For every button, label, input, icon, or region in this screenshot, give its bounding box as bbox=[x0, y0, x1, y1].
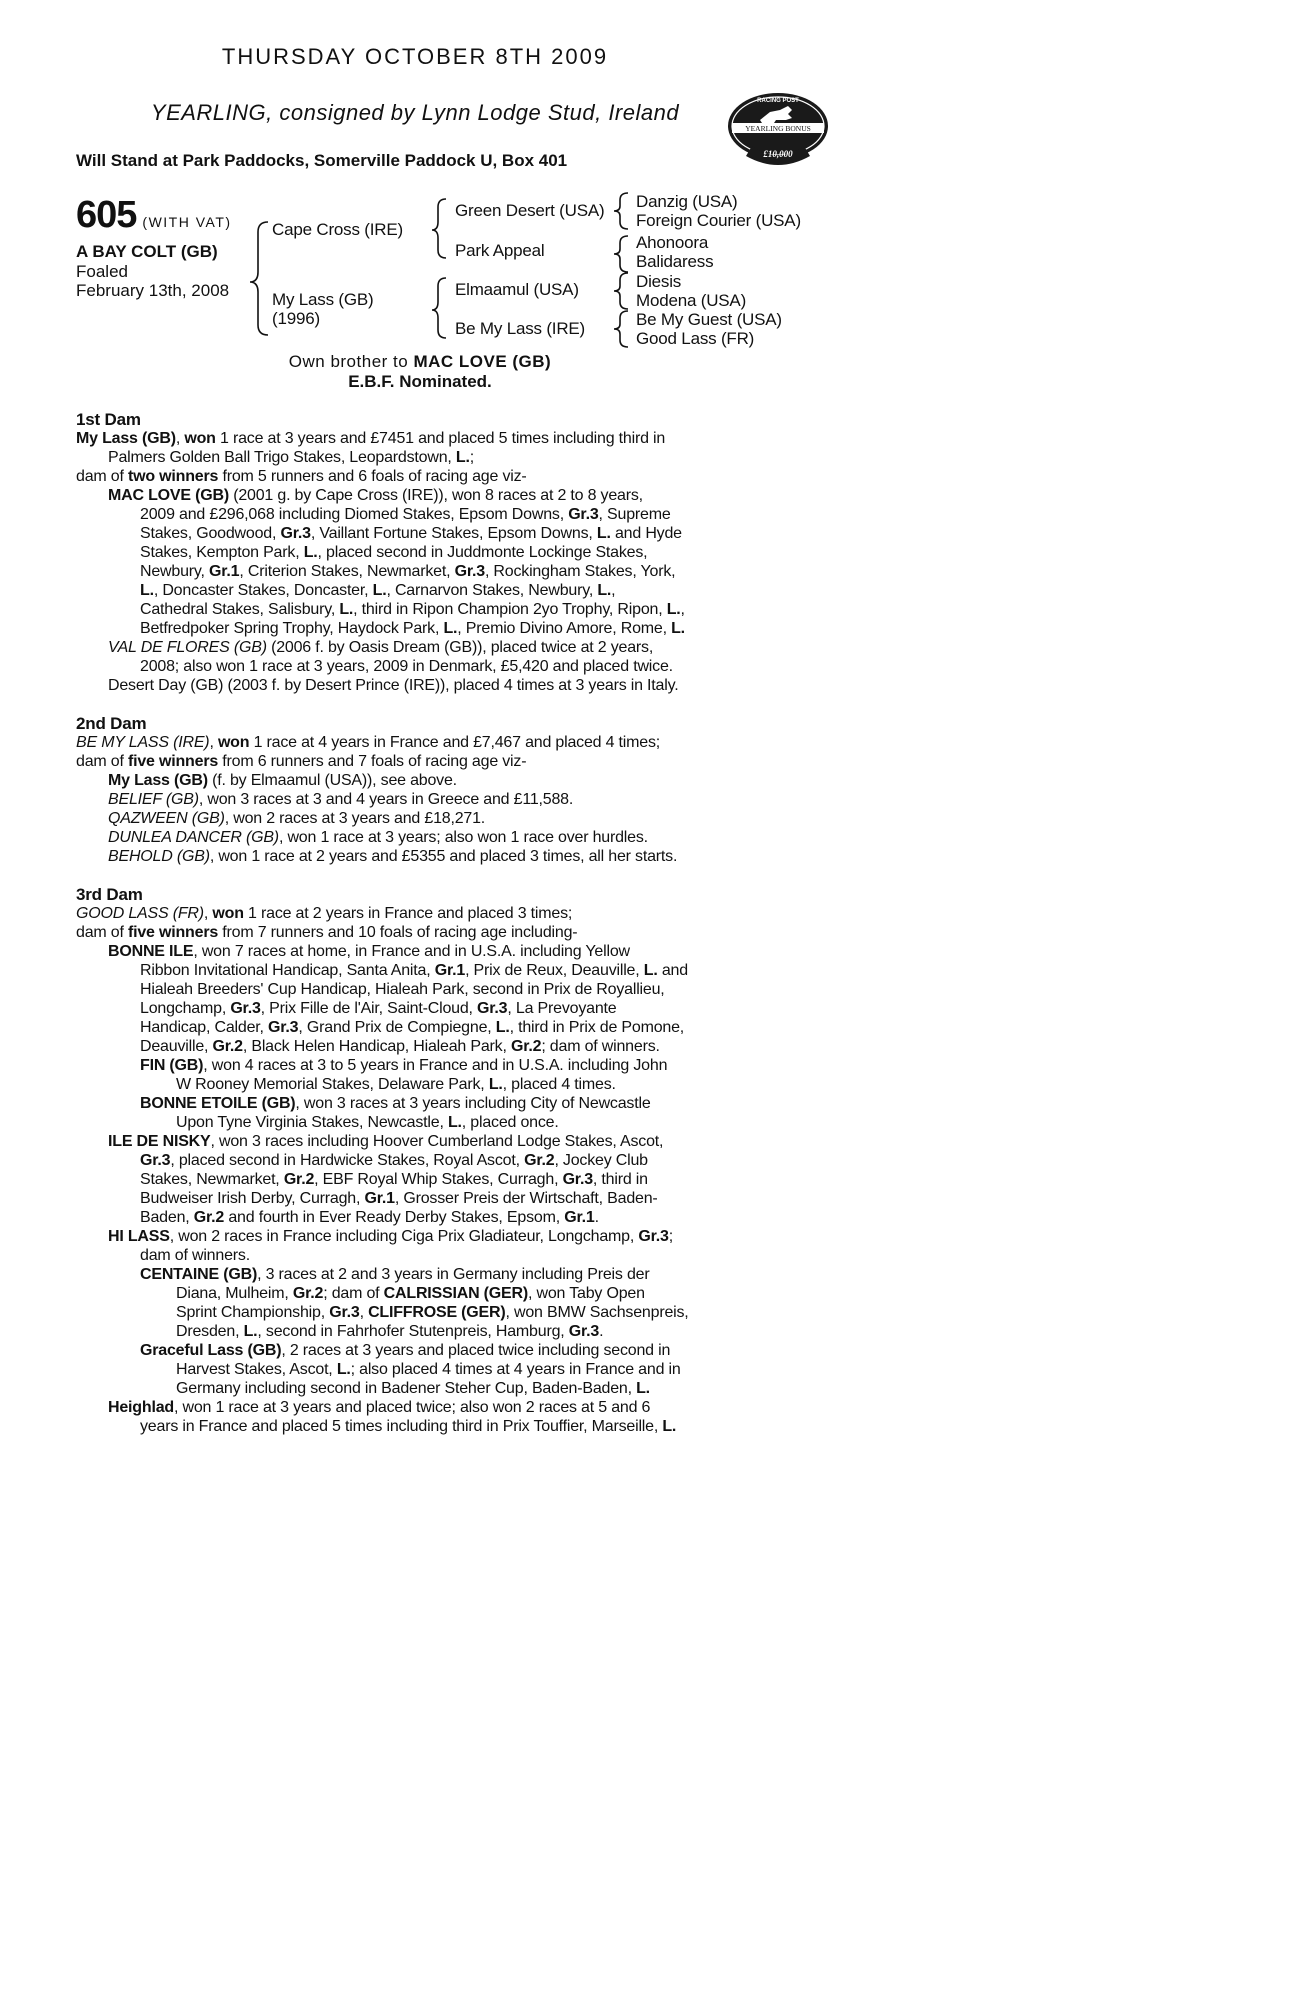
text-line: Stakes, Newmarket, Gr.2, EBF Royal Whip Stakes, Curragh, Gr.3, third in bbox=[140, 1171, 648, 1188]
vat-note: (WITH VAT) bbox=[142, 214, 232, 230]
text-line: Diana, Mulheim, Gr.2; dam of CALRISSIAN (GER), won Taby Open bbox=[176, 1285, 645, 1302]
text-line: dam of winners. bbox=[140, 1247, 250, 1264]
pedigree-dam-sire: Elmaamul (USA) bbox=[455, 280, 579, 299]
text-line: Longchamp, Gr.3, Prix Fille de l'Air, Saint-Cloud, Gr.3, La Prevoyante bbox=[140, 1000, 617, 1017]
badge-middle-text: YEARLING BONUS bbox=[745, 124, 811, 133]
text-line: Deauville, Gr.2, Black Helen Handicap, Hialeah Park, Gr.2; dam of winners. bbox=[140, 1038, 660, 1055]
badge-amount: £10,000 bbox=[763, 149, 793, 159]
text-line: Harvest Stakes, Ascot, L.; also placed 4 times at 4 years in France and in bbox=[176, 1361, 681, 1378]
text-line: Gr.3, placed second in Hardwicke Stakes, Royal Ascot, Gr.2, Jockey Club bbox=[140, 1152, 648, 1169]
progeny-entry: HI LASS, won 2 races in France including Ciga Prix Gladiateur, Longchamp, Gr.3; bbox=[108, 1228, 673, 1245]
text-line: L., Doncaster Stakes, Doncaster, L., Carnarvon Stakes, Newbury, L., bbox=[140, 582, 616, 599]
text-line: Betfredpoker Spring Trophy, Haydock Park, L., Premio Divino Amore, Rome, L. bbox=[140, 620, 685, 637]
text-line: Budweiser Irish Derby, Curragh, Gr.1, Grosser Preis der Wirtschaft, Baden- bbox=[140, 1190, 658, 1207]
stand-location: Will Stand at Park Paddocks, Somerville Paddock U, Box 401 bbox=[76, 151, 568, 170]
text-line: dam of two winners from 5 runners and 6 foals of racing age viz- bbox=[76, 468, 527, 485]
text-line: Germany including second in Badener Steher Cup, Baden-Baden, L. bbox=[176, 1380, 650, 1397]
foaled-date: February 13th, 2008 bbox=[76, 281, 230, 300]
text-line: dam of five winners from 7 runners and 10 foals of racing age including- bbox=[76, 924, 578, 941]
progeny-entry: My Lass (GB) (f. by Elmaamul (USA)), see above. bbox=[108, 772, 457, 789]
progeny-entry: BONNE ETOILE (GB), won 3 races at 3 years including City of Newcastle bbox=[140, 1095, 651, 1112]
own-brother-name: MAC LOVE (GB) bbox=[413, 352, 552, 371]
pedigree-g5: Diesis bbox=[636, 272, 682, 291]
progeny-entry: FIN (GB), won 4 races at 3 to 5 years in France and in U.S.A. including John bbox=[140, 1057, 668, 1074]
text-line: Handicap, Calder, Gr.3, Grand Prix de Compiegne, L., third in Prix de Pomone, bbox=[140, 1019, 685, 1036]
text-line: GOOD LASS (FR), won 1 race at 2 years in France and placed 3 times; bbox=[76, 905, 573, 922]
progeny-entry: BEHOLD (GB), won 1 race at 2 years and £5355 and placed 3 times, all her starts. bbox=[108, 848, 678, 865]
own-brother-note bbox=[0, 352, 840, 372]
first-dam-heading: 1st Dam bbox=[76, 410, 141, 429]
text-line: 2008; also won 1 race at 3 years, 2009 in Denmark, £5,420 and placed twice. bbox=[140, 658, 673, 675]
text-line: 2009 and £296,068 including Diomed Stakes, Epsom Downs, Gr.3, Supreme bbox=[140, 506, 671, 523]
pedigree-dam bbox=[272, 290, 374, 328]
pedigree-g8: Good Lass (FR) bbox=[636, 329, 755, 348]
text-line: W Rooney Memorial Stakes, Delaware Park, L., placed 4 times. bbox=[176, 1076, 616, 1093]
text-line: years in France and placed 5 times including third in Prix Touffier, Marseille, L. bbox=[140, 1418, 677, 1435]
progeny-entry: Heighlad, won 1 race at 3 years and placed twice; also won 2 races at 5 and 6 bbox=[108, 1399, 651, 1416]
progeny-entry: BONNE ILE, won 7 races at home, in France and in U.S.A. including Yellow bbox=[108, 943, 630, 960]
progeny-entry: BELIEF (GB), won 3 races at 3 and 4 years in Greece and £11,588. bbox=[108, 791, 574, 808]
progeny-entry: Desert Day (GB) (2003 f. by Desert Prince (IRE)), placed 4 times at 3 years in Italy. bbox=[108, 677, 679, 694]
horse-name: A BAY COLT (GB) bbox=[76, 242, 218, 261]
text-line: My Lass (GB), won 1 race at 3 years and £7451 and placed 5 times including third in bbox=[76, 430, 666, 447]
second-dam-section bbox=[76, 714, 756, 866]
text-line: Stakes, Goodwood, Gr.3, Vaillant Fortune Stakes, Epsom Downs, L. and Hyde bbox=[140, 525, 682, 542]
text-line: Baden, Gr.2 and fourth in Ever Ready Derby Stakes, Epsom, Gr.1. bbox=[140, 1209, 599, 1226]
third-dam-section bbox=[76, 885, 756, 1436]
second-dam-heading: 2nd Dam bbox=[76, 714, 147, 733]
progeny-entry: DUNLEA DANCER (GB), won 1 race at 3 years; also won 1 race over hurdles. bbox=[108, 829, 648, 846]
pedigree-g4: Balidaress bbox=[636, 252, 714, 271]
sale-date: THURSDAY OCTOBER 8TH 2009 bbox=[221, 44, 609, 69]
progeny-entry: CENTAINE (GB), 3 races at 2 and 3 years in Germany including Preis der bbox=[140, 1266, 650, 1283]
own-brother-prefix: Own brother to bbox=[288, 352, 414, 371]
pedigree-g2: Foreign Courier (USA) bbox=[636, 211, 801, 230]
text-line: Dresden, L., second in Fahrhofer Stutenpreis, Hamburg, Gr.3. bbox=[176, 1323, 604, 1340]
pedigree-sire: Cape Cross (IRE) bbox=[272, 220, 403, 239]
progeny-entry: Graceful Lass (GB), 2 races at 3 years and placed twice including second in bbox=[140, 1342, 671, 1359]
text-line: Palmers Golden Ball Trigo Stakes, Leopardstown, L.; bbox=[108, 449, 474, 466]
foaled-label: Foaled bbox=[76, 262, 128, 281]
first-dam-section bbox=[76, 410, 756, 695]
progeny-entry: ILE DE NISKY, won 3 races including Hoover Cumberland Lodge Stakes, Ascot, bbox=[108, 1133, 664, 1150]
consignment-line: YEARLING, consigned by Lynn Lodge Stud, Ireland bbox=[150, 100, 680, 125]
text-line: Stakes, Kempton Park, L., placed second in Juddmonte Lockinge Stakes, bbox=[140, 544, 648, 561]
progeny-entry: MAC LOVE (GB) (2001 g. by Cape Cross (IRE)), won 8 races at 2 to 8 years, bbox=[108, 487, 643, 504]
text-line: Ribbon Invitational Handicap, Santa Anita, Gr.1, Prix de Reux, Deauville, L. and bbox=[140, 962, 688, 979]
pedigree-g3: Ahonoora bbox=[636, 233, 709, 252]
pedigree-sire-sire: Green Desert (USA) bbox=[455, 201, 605, 220]
pedigree-g6: Modena (USA) bbox=[636, 291, 747, 310]
pedigree-dam-name: My Lass (GB) bbox=[272, 290, 374, 309]
third-dam-heading: 3rd Dam bbox=[76, 885, 143, 904]
text-line: dam of five winners from 6 runners and 7 foals of racing age viz- bbox=[76, 753, 527, 770]
badge-top-text: RACING POST bbox=[757, 98, 799, 104]
progeny-entry: QAZWEEN (GB), won 2 races at 3 years and £18,271. bbox=[108, 810, 486, 827]
text-line: Upon Tyne Virginia Stakes, Newcastle, L., placed once. bbox=[176, 1114, 559, 1131]
pedigree-g1: Danzig (USA) bbox=[636, 192, 738, 211]
pedigree-g7: Be My Guest (USA) bbox=[636, 310, 782, 329]
pedigree-dam-dam: Be My Lass (IRE) bbox=[455, 319, 585, 338]
text-line: BE MY LASS (IRE), won 1 race at 4 years in France and £7,467 and placed 4 times; bbox=[76, 734, 661, 751]
text-line: Newbury, Gr.1, Criterion Stakes, Newmarket, Gr.3, Rockingham Stakes, York, bbox=[140, 563, 676, 580]
text-line: Hialeah Breeders' Cup Handicap, Hialeah Park, second in Prix de Royallieu, bbox=[140, 981, 665, 998]
lot-number: 605 bbox=[76, 194, 137, 236]
text-line: Sprint Championship, Gr.3, CLIFFROSE (GER), won BMW Sachsenpreis, bbox=[176, 1304, 689, 1321]
pedigree-dam-year: (1996) bbox=[272, 309, 320, 328]
text-line: Cathedral Stakes, Salisbury, L., third in Ripon Champion 2yo Trophy, Ripon, L., bbox=[140, 601, 685, 618]
ebf-note: E.B.F. Nominated. bbox=[348, 372, 492, 391]
pedigree-sire-dam: Park Appeal bbox=[455, 241, 545, 260]
progeny-entry: VAL DE FLORES (GB) (2006 f. by Oasis Dream (GB)), placed twice at 2 years, bbox=[108, 639, 654, 656]
